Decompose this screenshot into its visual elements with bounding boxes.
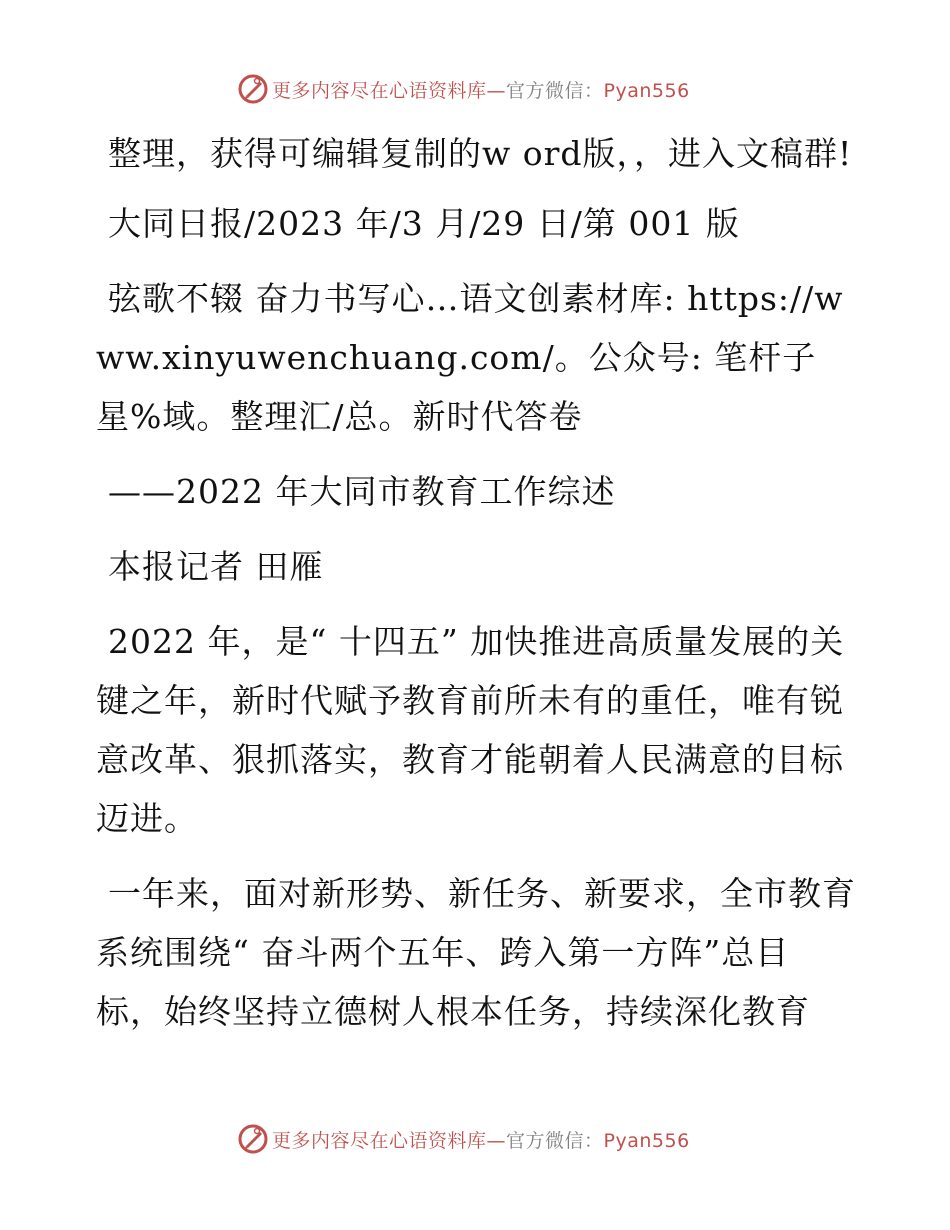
watermark-main-text: 更多内容尽在心语资料库 — [272, 1129, 487, 1152]
pen-logo-icon — [236, 72, 270, 106]
document-body — [96, 124, 856, 1041]
wechat-id: Pyan556 — [603, 79, 690, 102]
byline: 本报记者 田雁 — [108, 547, 324, 586]
header-watermark-banner — [236, 72, 716, 106]
article-subtitle: ——2022 年大同市教育工作综述 — [108, 472, 616, 511]
watermark-text — [272, 1126, 690, 1153]
wechat-label: 官方微信： — [506, 79, 604, 102]
watermark-dash: — — [486, 1129, 507, 1152]
article-title: 弦歌不辍 奋力书写心…语文创素材库: https://www.xinyuwenchuang.com/。公众号: 笔杆子星%域。整理汇/总。新时代答卷 — [96, 279, 844, 436]
watermark-text — [272, 76, 690, 103]
body-paragraph: 一年来，面对新形势、新任务、新要求，全市教育系统围绕“ 奋斗两个五年、跨入第一方阵”总目标，始终坚持立德树人根本任务，持续深化教育 — [96, 874, 856, 1031]
pen-logo-icon — [236, 1122, 270, 1156]
wechat-id: Pyan556 — [603, 1129, 690, 1152]
intro-paragraph: 整理，获得可编辑复制的w ord版，，进入文稿群! — [108, 134, 853, 173]
body-paragraph: 2022 年，是“ 十四五” 加快推进高质量发展的关键之年，新时代赋予教育前所未有的重任，唯有锐意改革、狠抓落实，教育才能朝着人民满意的目标迈进。 — [96, 622, 845, 838]
wechat-label: 官方微信： — [506, 1129, 604, 1152]
watermark-dash: — — [486, 79, 507, 102]
source-line: 大同日报/2023 年/3 月/29 日/第 001 版 — [108, 204, 740, 243]
watermark-main-text: 更多内容尽在心语资料库 — [272, 79, 487, 102]
footer-watermark-banner — [236, 1122, 716, 1156]
